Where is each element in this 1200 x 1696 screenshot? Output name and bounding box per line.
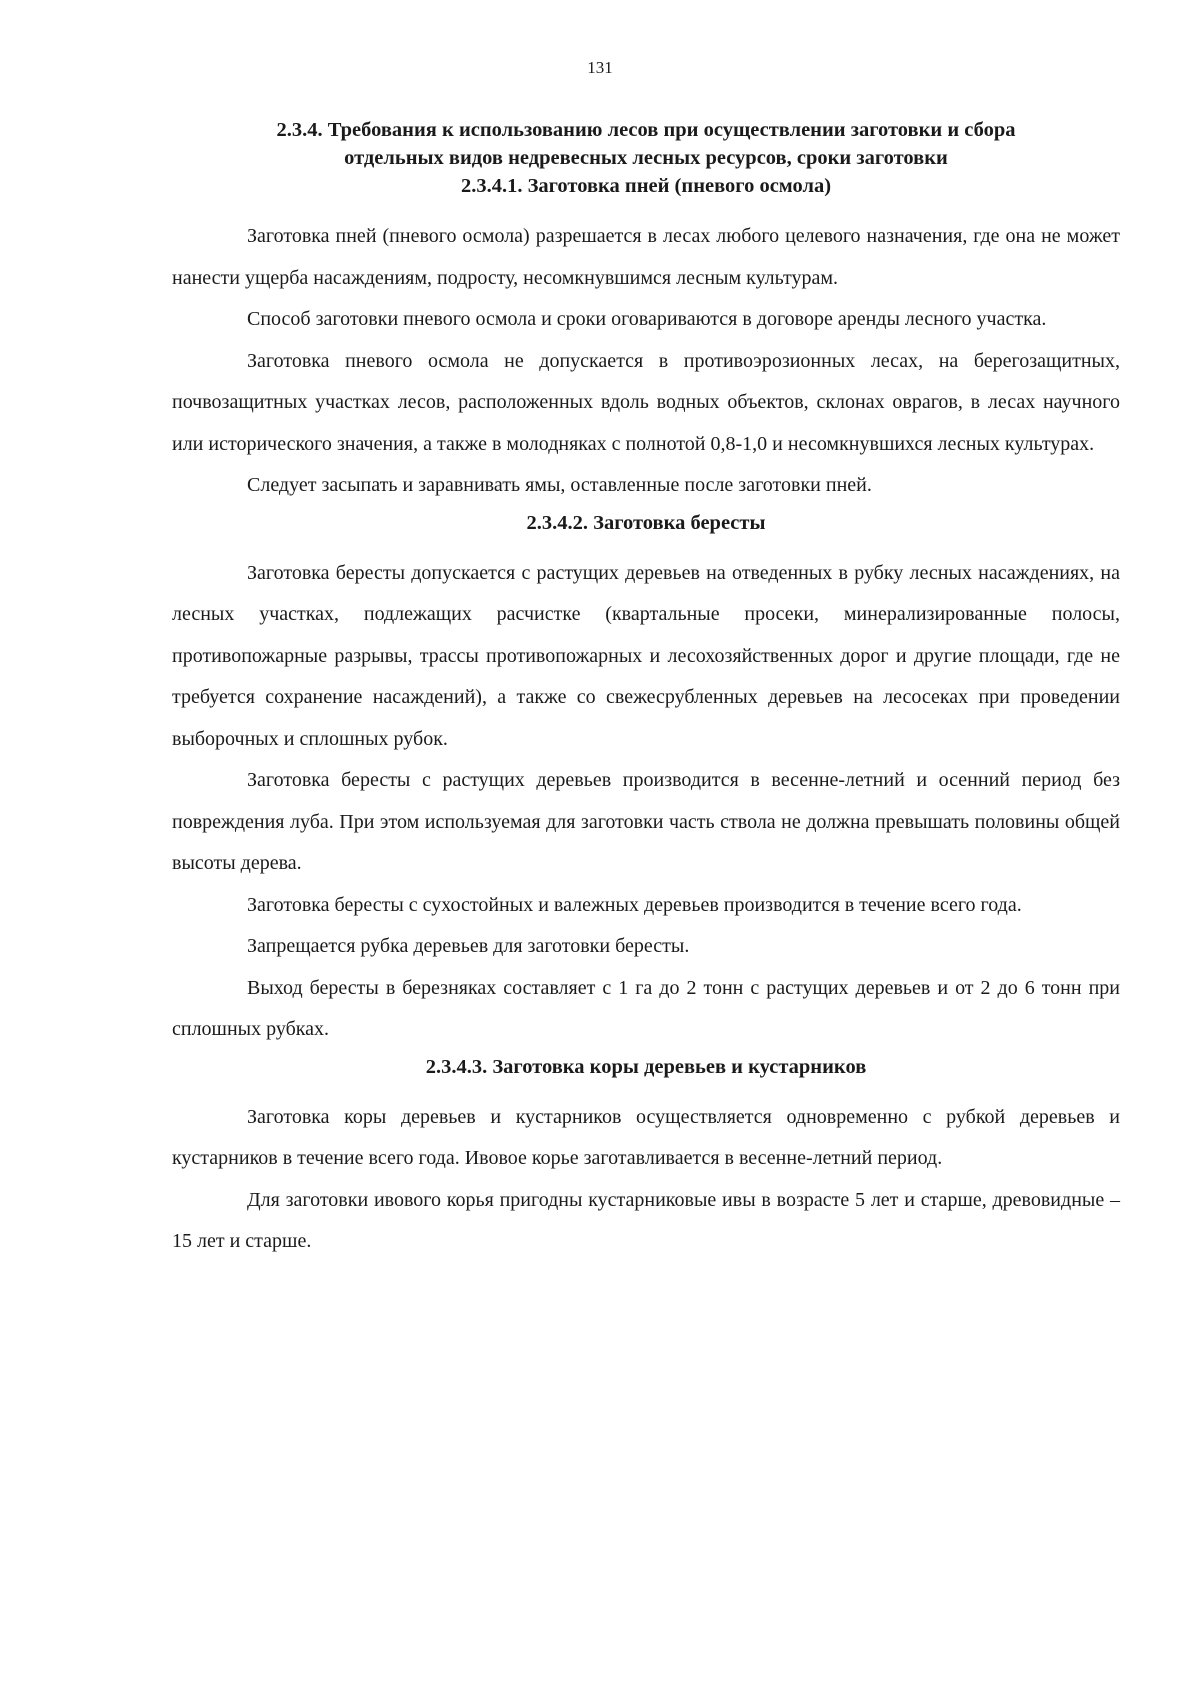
page-number: 131 xyxy=(587,58,613,77)
subsection-title-stumps: 2.3.4.1. Заготовка пней (пневого осмола) xyxy=(460,175,832,197)
section-heading-line-2: отдельных видов недревесных лесных ресурсов, сроки заготовки xyxy=(344,147,948,169)
paragraph: Выход бересты в березняках составляет с 1 га до 2 тонн с растущих деревьев и от 2 до 6 тонн при сплошных рубках. xyxy=(172,976,1120,1040)
page-content xyxy=(172,116,1120,1263)
paragraph: Способ заготовки пневого осмола и сроки оговариваются в договоре аренды лесного участка. xyxy=(247,308,1047,330)
paragraph: Заготовка пней (пневого осмола) разрешается в лесах любого целевого назначения, где она не может нанести ущерба насаждениям, подросту, несомкнувшимся лесным культурам. xyxy=(172,225,1120,289)
subsection-title-birch-bark: 2.3.4.2. Заготовка бересты xyxy=(526,511,766,534)
section-heading-line-1: 2.3.4. Требования к использованию лесов при осуществлении заготовки и сбора xyxy=(276,119,1016,141)
paragraph: Заготовка коры деревьев и кустарников осуществляется одновременно с рубкой деревьев и кустарников в течение всего года. Ивовое корье заготавливается в весенне-летний период. xyxy=(172,1105,1120,1169)
paragraph: Заготовка бересты с растущих деревьев производится в весенне-летний и осенний период без повреждения луба. При этом используемая для заготовки часть ствола не должна превышать половины общей высоты дерева. xyxy=(172,769,1120,874)
paragraph: Для заготовки ивового корья пригодны кустарниковые ивы в возрасте 5 лет и старше, древовидные – 15 лет и старше. xyxy=(172,1188,1120,1252)
paragraph: Заготовка бересты допускается с растущих деревьев на отведенных в рубку лесных насаждениях, на лесных участках, подлежащих расчистке (квартальные просеки, минерализированные полосы, противопожарные разрывы, трассы противопожарных и лесохозяйственных дорог и другие площади, где не требуется сохранение насаждений), а также со свежесрубленных деревьев на лесосеках при проведении выборочных и сплошных рубок. xyxy=(172,561,1120,750)
paragraph: Следует засыпать и заравнивать ямы, оставленные после заготовки пней. xyxy=(247,474,872,496)
subsection-title-tree-bark: 2.3.4.3. Заготовка коры деревьев и кустарников xyxy=(425,1055,867,1078)
paragraph: Заготовка бересты с сухостойных и валежных деревьев производится в течение всего года. xyxy=(247,893,1022,916)
paragraph: Запрещается рубка деревьев для заготовки бересты. xyxy=(247,935,690,957)
paragraph: Заготовка пневого осмола не допускается в противоэрозионных лесах, на берегозащитных, почвозащитных участках лесов, расположенных вдоль водных объектов, склонах оврагов, в лесах научного или исторического значения, а также в молодняках с полнотой 0,8-1,0 и несомкнувшихся лесных культурах. xyxy=(172,349,1120,455)
